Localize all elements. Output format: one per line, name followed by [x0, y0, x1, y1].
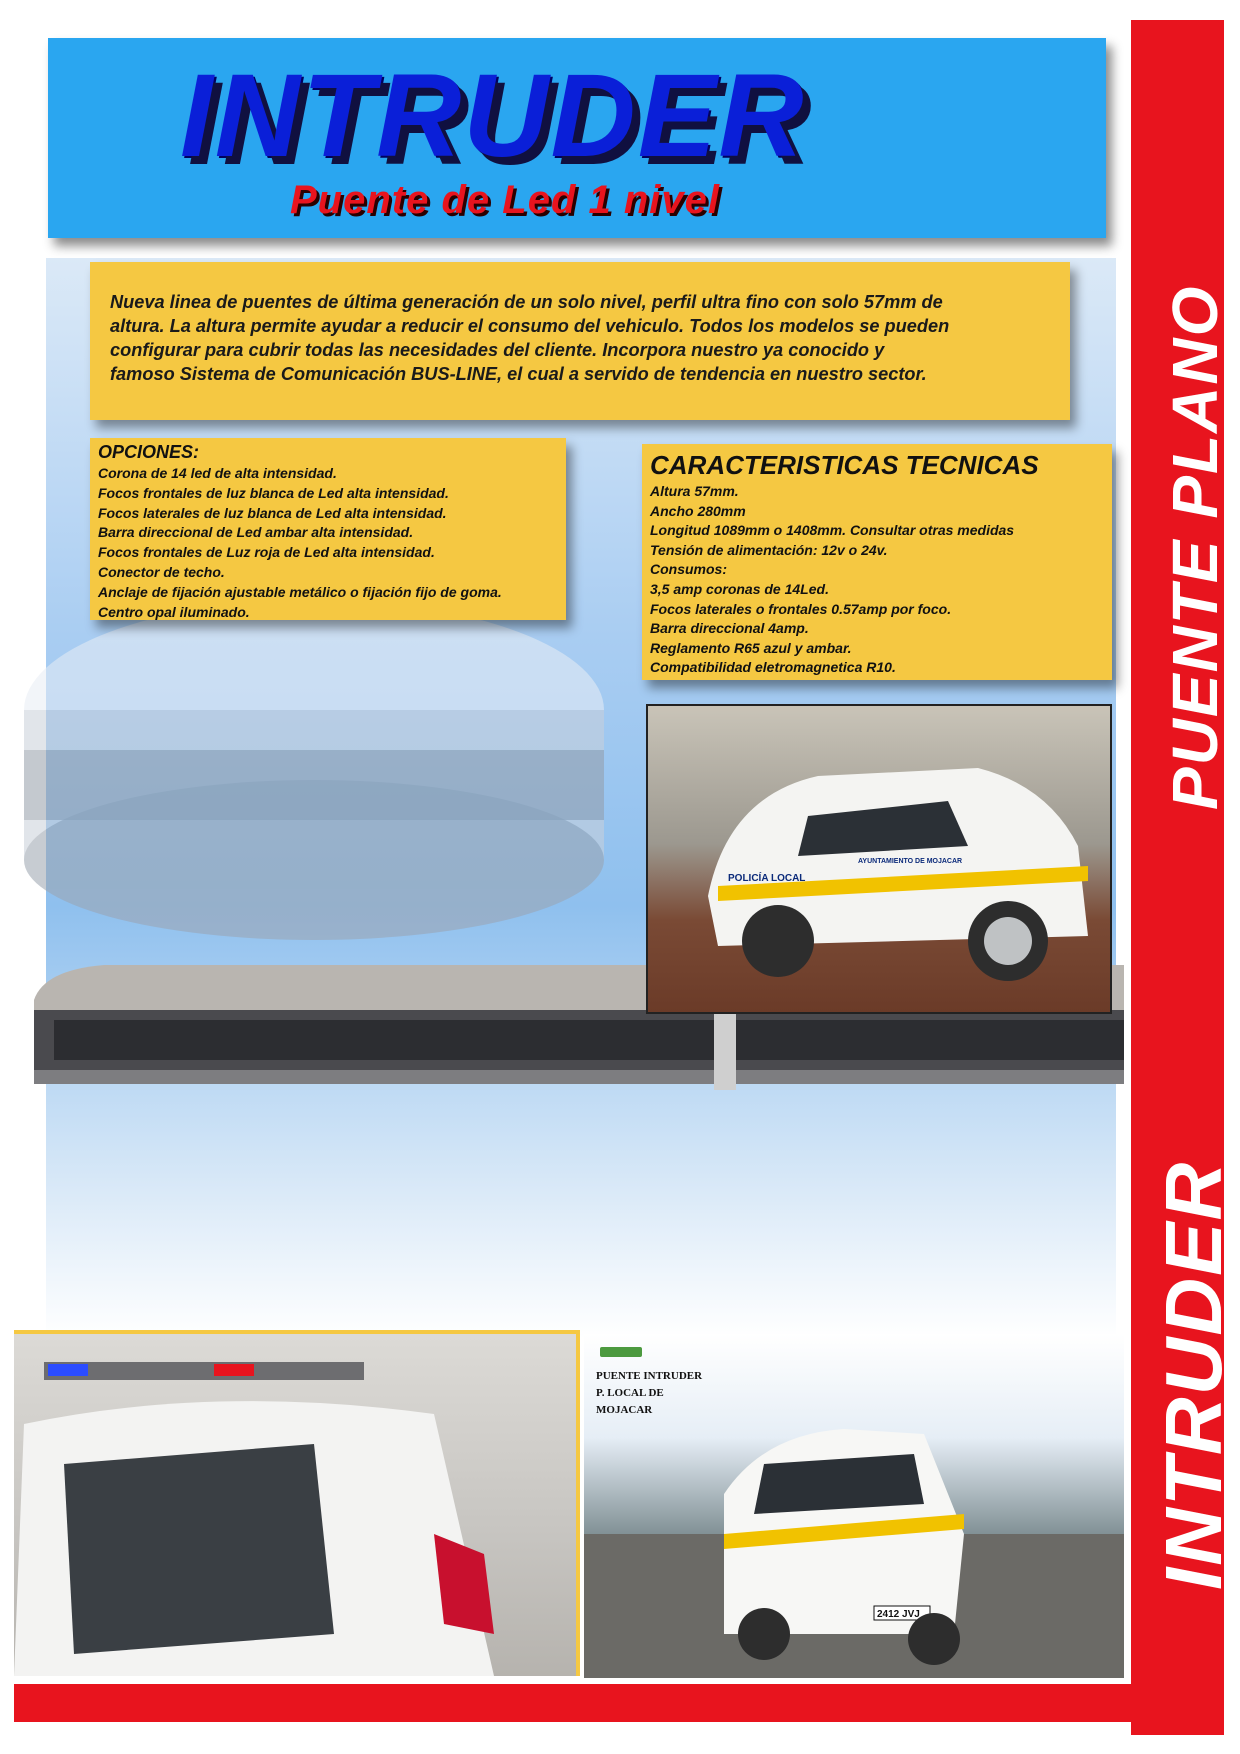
bottom-red-band	[14, 1684, 1224, 1722]
tech-item: Altura 57mm.	[650, 483, 739, 499]
police-car-shape	[648, 706, 1110, 1012]
tech-item: Longitud 1089mm o 1408mm. Consultar otras medidas	[650, 522, 1015, 539]
tech-panel	[642, 444, 1112, 680]
option-item: Focos frontales de Luz roja de Led alta intensidad.	[98, 544, 435, 561]
option-item: Conector de techo.	[98, 563, 225, 580]
option-item: Corona de 14 led de alta intensidad.	[98, 465, 337, 481]
side-brand-text: INTRUDER	[1149, 1160, 1238, 1590]
intro-text: Nueva linea de puentes de última generación de un solo nivel, perfil ultra fino con solo 57mm de altura. La altura permite ayudar a reducir el consumo del vehiculo. Todos los modelos se pueden configurar para cubrir todas las necesidades del cliente. Incorpora nuestro ya conocido y famoso Sistema de Comunicación BUS-LINE, el cual a servido de tendencia en nuestro sector.	[110, 292, 950, 384]
tech-item: Barra direccional 4amp.	[650, 620, 809, 637]
tech-title: CARACTERISTICAS TECNICAS	[650, 450, 1039, 480]
roof-car-shape	[14, 1334, 576, 1676]
police-car-garage-photo	[646, 704, 1112, 1014]
caption-logo	[600, 1347, 642, 1357]
options-list	[98, 464, 502, 622]
option-item: Barra direccional de Led ambar alta intensidad.	[98, 524, 414, 541]
side-model-text: PUENTE PLANO	[1159, 284, 1231, 810]
round-lightbar-shape	[24, 600, 604, 940]
options-title: OPCIONES:	[98, 442, 200, 462]
option-item: Centro opal iluminado.	[98, 603, 250, 620]
option-item: Anclaje de fijación ajustable metálico o fijación fijo de goma.	[98, 583, 502, 600]
tech-item: Focos laterales o frontales 0.57amp por foco.	[650, 600, 952, 617]
car-stripe-label: AYUNTAMIENTO DE MOJACAR	[858, 858, 963, 865]
tech-item: Tensión de alimentación: 12v o 24v.	[650, 541, 888, 558]
tech-list	[650, 482, 1014, 678]
tech-item: Ancho 280mm	[650, 502, 746, 519]
car-door-label: POLICÍA LOCAL	[728, 873, 806, 884]
tech-item: Consumos:	[650, 561, 727, 578]
option-item: Focos laterales de luz blanca de Led alta intensidad.	[98, 504, 447, 521]
options-panel	[90, 438, 566, 620]
product-subtitle: Puente de Led 1 nivel	[290, 178, 721, 222]
tech-item: Compatibilidad eletromagnetica R10.	[650, 659, 896, 676]
tech-item: 3,5 amp coronas de 14Led.	[650, 580, 829, 597]
intro-panel	[90, 262, 1070, 420]
plate-number: 2412 JVJ	[877, 1609, 920, 1620]
roof-lightbar-photo	[14, 1330, 580, 1676]
brand-title: INTRUDER	[180, 50, 806, 182]
tech-item: Reglamento R65 azul y ambar.	[650, 639, 852, 656]
photo-caption: PUENTE INTRUDER P. LOCAL DE MOJACAR	[596, 1370, 703, 1416]
option-item: Focos frontales de luz blanca de Led alta intensidad.	[98, 484, 449, 501]
